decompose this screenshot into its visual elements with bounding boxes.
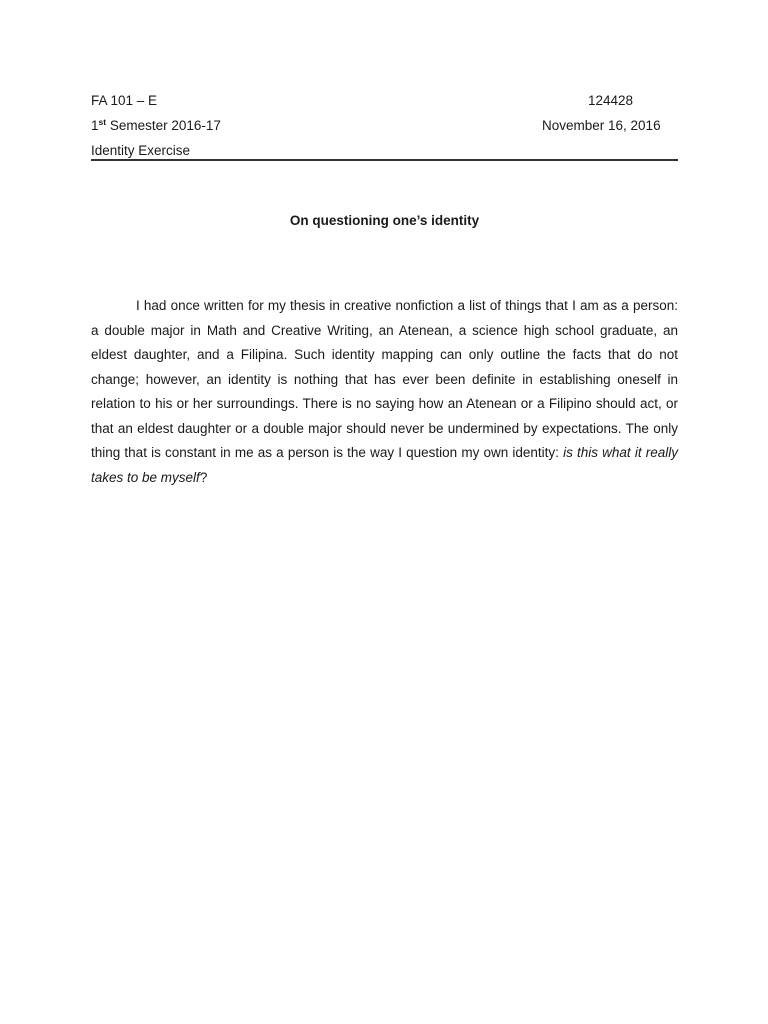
italic-question: is this what it really takes to be myself [91, 445, 678, 485]
paragraph-text: I had once written for my thesis in creative nonfiction a list of things that I am as a person: a double major in Math and Creative Writing, an Atenean, a science high school graduate, an eldest daughter, and a Filipina. Such identity mapping can only outline the facts that do not change; however, an identity is nothing that has ever been definite in establishing oneself in relation to his or her surroundings. There is no saying how an Atenean or a Filipino should act, or that an eldest daughter or a double major should never be undermined by expectations. The only thing that is constant in me as a person is the way I question my own identity: [91, 298, 678, 460]
header-row-1 [91, 92, 678, 117]
semester-text: Semester 2016-17 [106, 118, 221, 133]
semester-ordinal: 1 [91, 118, 99, 133]
end-punctuation: ? [199, 469, 208, 485]
header-divider [91, 159, 678, 161]
student-id: 124428 [588, 93, 634, 108]
header-row-3 [91, 142, 678, 167]
essay-paragraph [91, 294, 678, 490]
course-code: FA 101 – E [91, 93, 158, 108]
semester-ordinal-suffix: st [98, 117, 107, 127]
document-date: November 16, 2016 [542, 118, 661, 133]
assignment-name: Identity Exercise [91, 143, 191, 158]
header-row-2 [91, 117, 678, 142]
semester-label [91, 117, 221, 136]
essay-title: On questioning one’s identity [289, 213, 480, 228]
document-header [91, 92, 678, 167]
